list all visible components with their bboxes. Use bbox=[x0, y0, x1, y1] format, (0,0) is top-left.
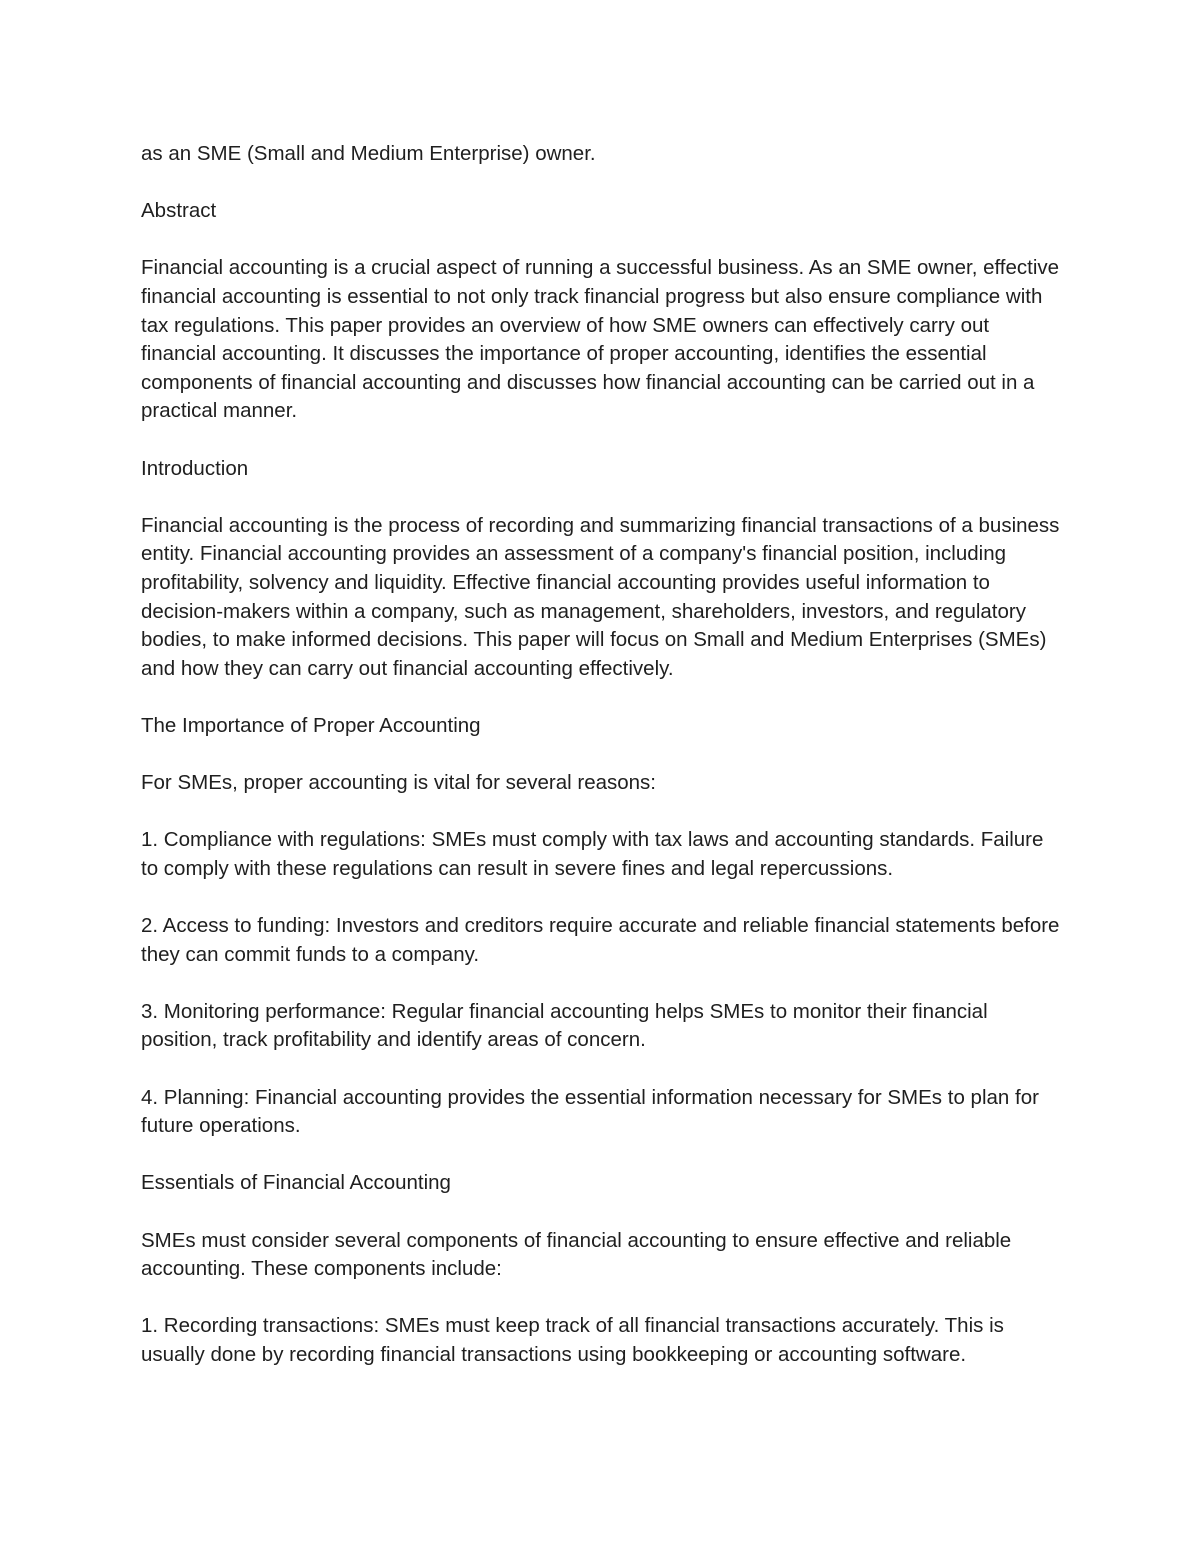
abstract-paragraph: Financial accounting is a crucial aspect of running a successful business. As an SME owner, effective financial accounting is essential to not only track financial progress but also ensure compliance with tax regulations. This paper provides an overview of how SME owners can effectively carry out financial accounting. It discusses the importance of proper accounting, identifies the essential components of financial accounting and discusses how financial accounting can be carried out in a practical manner. bbox=[141, 256, 1060, 423]
importance-intro: For SMEs, proper accounting is vital for several reasons: bbox=[141, 771, 656, 795]
opening-line: as an SME (Small and Medium Enterprise) owner. bbox=[141, 142, 596, 165]
abstract-heading: Abstract bbox=[141, 199, 217, 223]
importance-heading: The Importance of Proper Accounting bbox=[141, 713, 481, 737]
importance-item-1: 1. Compliance with regulations: SMEs must comply with tax laws and accounting standards. Failure to comply with these regulations can result in severe fines and legal repercussions. bbox=[141, 828, 1044, 880]
essentials-intro: SMEs must consider several components of financial accounting to ensure effective and reliable accounting. These components include: bbox=[141, 1228, 1012, 1281]
importance-item-4: 4. Planning: Financial accounting provides the essential information necessary for SMEs to plan for future operations. bbox=[141, 1085, 1039, 1138]
document-body bbox=[141, 140, 1066, 1370]
introduction-heading: Introduction bbox=[141, 456, 249, 480]
introduction-paragraph: Financial accounting is the process of recording and summarizing financial transactions of a business entity. Financial accounting provides an assessment of a company's financial position, including profitability, solvency and liquidity. Effective financial accounting provides useful information to decision-makers within a company, such as management, shareholders, investors, and regulatory bodies, to make informed decisions. This paper will focus on Small and Medium Enterprises (SMEs) and how they can carry out financial accounting effectively. bbox=[141, 513, 1060, 680]
essentials-item-1: 1. Recording transactions: SMEs must keep track of all financial transactions accurately. This is usually done by recording financial transactions using bookkeeping or accounting software. bbox=[141, 1314, 1004, 1366]
importance-item-2: 2. Access to funding: Investors and creditors require accurate and reliable financial statements before they can commit funds to a company. bbox=[141, 914, 1060, 966]
essentials-heading: Essentials of Financial Accounting bbox=[141, 1171, 451, 1195]
importance-item-3: 3. Monitoring performance: Regular financial accounting helps SMEs to monitor their financial position, track profitability and identify areas of concern. bbox=[141, 999, 988, 1052]
